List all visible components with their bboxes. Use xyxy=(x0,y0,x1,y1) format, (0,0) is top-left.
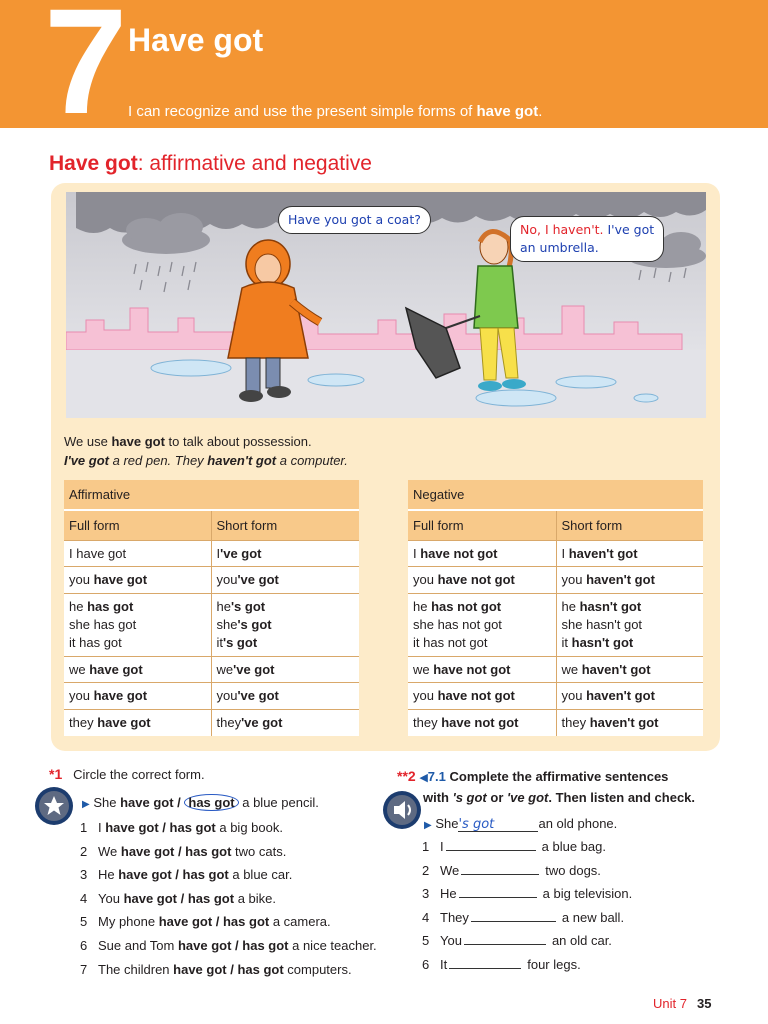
answer-blank[interactable] xyxy=(464,933,546,945)
speech-bubble-boy: Have you got a coat? xyxy=(278,206,431,234)
answer-options[interactable]: have got / has got xyxy=(177,938,289,953)
exercise-1-item: 3 He have got / has got a blue car. xyxy=(80,867,293,883)
exercise-2-item: 6 It four legs. xyxy=(422,956,581,972)
answer-blank[interactable] xyxy=(459,886,537,898)
table-row: he has not got she has not got it has not got he hasn't got she hasn't got it hasn't got xyxy=(408,593,703,656)
table-row: we have not got we haven't got xyxy=(408,656,703,683)
table-row: they have not got they haven't got xyxy=(408,709,703,736)
learning-objective: I can recognize and use the present simple forms of have got. xyxy=(128,103,543,120)
table-row: I have got I've got xyxy=(64,540,359,567)
circled-answer: has got xyxy=(184,794,238,811)
answer-options[interactable]: have got / has got xyxy=(120,843,232,859)
play-arrow-icon: ▶ xyxy=(82,799,90,810)
intro-examples: I've got a red pen. They haven't got a computer. xyxy=(64,453,348,468)
audio-track-icon: ◀ xyxy=(419,772,428,784)
page-footer xyxy=(653,996,711,1011)
unit-header xyxy=(0,0,768,145)
exercise-1-item: 5 My phone have got / has got a camera. xyxy=(80,914,331,930)
table-row: they have got they've got xyxy=(64,709,359,736)
exercise-1-item: 1 I have got / has got a big book. xyxy=(80,820,283,835)
answer-options[interactable]: have got / has got xyxy=(173,961,284,977)
col-short-form: Short form xyxy=(211,510,359,540)
table-row: you have got you've got xyxy=(64,683,359,710)
col-full-form: Full form xyxy=(64,510,211,540)
answer-blank[interactable]: 's got xyxy=(458,817,538,832)
answer-blank[interactable] xyxy=(446,839,536,851)
table-row: you have got you've got xyxy=(64,567,359,594)
table-row: he has got she has got it has got he's got she's got it's got xyxy=(64,593,359,656)
section-heading: Have got: affirmative and negative xyxy=(49,152,372,175)
exercise-1-item: 7 The children have got / has got computers. xyxy=(80,961,352,977)
audio-track-number: 7.1 xyxy=(427,769,446,784)
unit-label: Unit 7 xyxy=(653,996,687,1011)
answer-options[interactable]: have got / has got xyxy=(123,890,235,906)
exercise-2-item: 5 You an old car. xyxy=(422,933,612,948)
negative-caption: Negative xyxy=(408,480,703,510)
grammar-intro xyxy=(64,432,348,470)
exercise-1-heading: *1 Circle the correct form. xyxy=(49,766,205,782)
affirmative-table xyxy=(64,480,359,736)
exercise-2-heading: **2 ◀7.1 Complete the affirmative sentences with 's got or 've got. Then listen and check. xyxy=(397,768,696,805)
exercise-1-example: ▶ She have got / has got a blue pencil. xyxy=(82,795,319,810)
col-short-form: Short form xyxy=(556,510,703,540)
exercise-1-item: 2 We have got / has got two cats. xyxy=(80,843,287,859)
answer-options[interactable]: have got / has got xyxy=(105,820,216,835)
rain-illustration xyxy=(66,192,706,418)
page-number: 35 xyxy=(696,996,712,1011)
play-arrow-icon: ▶ xyxy=(424,820,432,831)
exercise-1-item: 6 Sue and Tom have got / has got a nice teacher. xyxy=(80,938,377,953)
negative-table xyxy=(408,480,703,736)
answer-blank[interactable] xyxy=(461,863,539,875)
speech-bubble-girl: No, I haven't. I've got an umbrella. xyxy=(510,216,664,262)
affirmative-caption: Affirmative xyxy=(64,480,359,510)
exercise-2-item: 4 They a new ball. xyxy=(422,909,625,925)
star-icon xyxy=(34,786,74,826)
unit-number: 7 xyxy=(44,0,124,145)
intro-rule: We use have got to talk about possession. xyxy=(64,434,312,449)
table-row: I have not got I haven't got xyxy=(408,540,703,567)
answer-options[interactable]: have got / has got xyxy=(118,867,229,883)
exercise-2-item: 2 We two dogs. xyxy=(422,862,601,878)
exercise-1-item: 4 You have got / has got a bike. xyxy=(80,890,276,906)
table-row: we have got we've got xyxy=(64,656,359,683)
answer-blank[interactable] xyxy=(471,910,556,922)
exercise-2-example: ▶ She's got an old phone. xyxy=(424,816,618,832)
answer-blank[interactable] xyxy=(449,957,521,969)
table-row: you have not got you haven't got xyxy=(408,567,703,594)
exercise-2-item: 1 I a blue bag. xyxy=(422,839,606,854)
exercise-2-item: 3 He a big television. xyxy=(422,886,633,901)
answer-options[interactable]: have got / has got xyxy=(158,914,270,930)
table-row: you have not got you haven't got xyxy=(408,683,703,710)
col-full-form: Full form xyxy=(408,510,556,540)
unit-title: Have got xyxy=(128,22,264,58)
